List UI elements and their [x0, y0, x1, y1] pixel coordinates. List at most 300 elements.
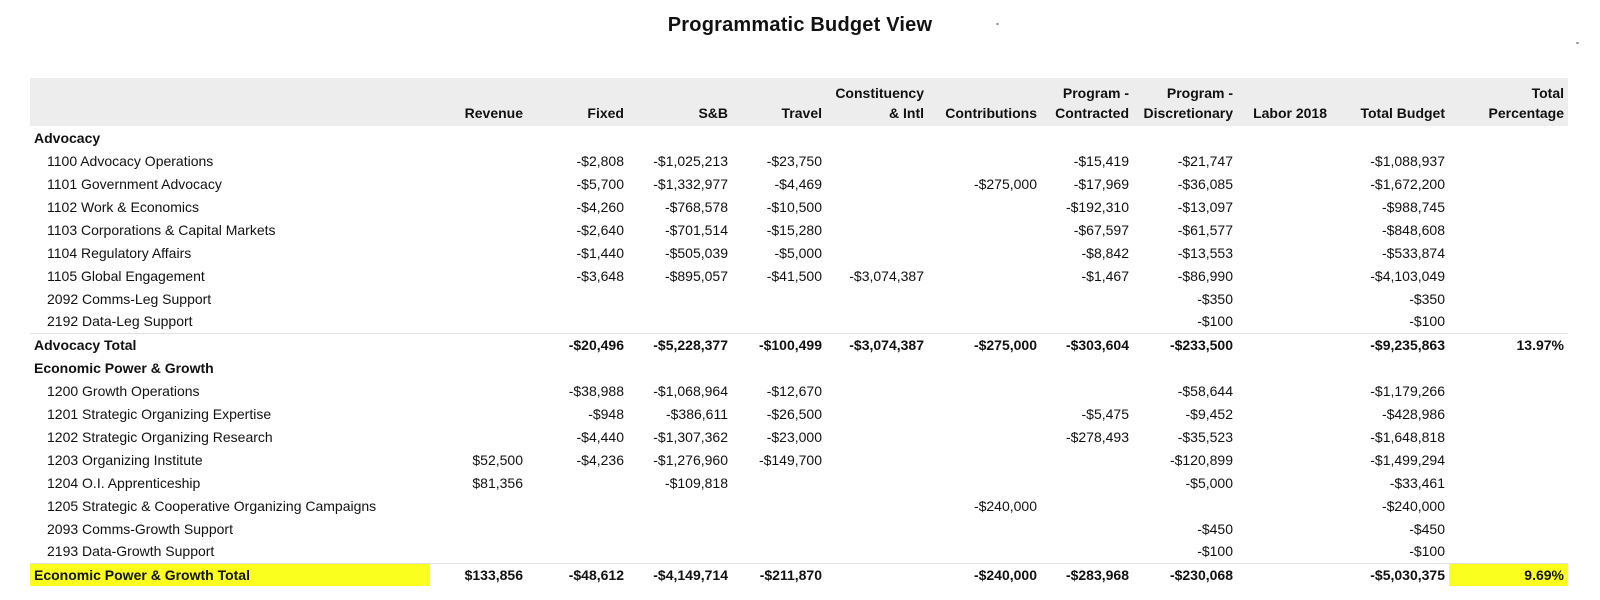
cell-constituency-and-intl	[826, 218, 928, 241]
cell-travel	[732, 494, 826, 517]
cell-total-percentage	[1449, 517, 1568, 540]
table-row	[30, 241, 1568, 264]
cell-travel	[732, 471, 826, 494]
cell-constituency-and-intl	[826, 517, 928, 540]
cell-fixed: -$2,808	[576, 152, 624, 169]
cell-total-percentage: 9.69%	[1449, 563, 1568, 586]
cell-total-budget: -$1,672,200	[1370, 175, 1445, 192]
cell-total-percentage	[1449, 471, 1568, 494]
cell-program-contracted	[1041, 471, 1133, 494]
cell-sandb	[628, 517, 732, 540]
cell-contributions	[928, 356, 1041, 379]
cell-program-discretionary	[1133, 126, 1237, 149]
cell-revenue	[430, 356, 527, 379]
row-label: 1105 Global Engagement	[47, 267, 205, 284]
cell-total-percentage	[1449, 126, 1568, 149]
cell-labor-2018	[1237, 448, 1331, 471]
cell-program-contracted: -$15,419	[1073, 152, 1129, 169]
row-label: Advocacy	[34, 129, 101, 146]
cell-sandb	[628, 540, 732, 563]
column-header-line2: Discretionary	[1143, 105, 1233, 121]
cell-program-contracted	[1041, 287, 1133, 310]
column-header-line2: Total Budget	[1360, 105, 1445, 121]
row-label: 1103 Corporations & Capital Markets	[47, 221, 276, 238]
cell-total-budget	[1331, 356, 1449, 379]
cell-travel: -$149,700	[758, 451, 822, 468]
cell-program-contracted: -$67,597	[1073, 221, 1129, 238]
cell-labor-2018	[1237, 494, 1331, 517]
cell-travel: -$26,500	[766, 405, 822, 422]
column-header-line1: Constituency	[835, 85, 924, 101]
cell-labor-2018	[1237, 333, 1331, 356]
cell-contributions	[928, 241, 1041, 264]
cell-travel: -$211,870	[732, 563, 826, 586]
cell-program-discretionary: -$233,500	[1133, 333, 1237, 356]
cell-total-percentage	[1449, 494, 1568, 517]
row-label: 1104 Regulatory Affairs	[47, 244, 192, 261]
cell-fixed: -$20,496	[527, 333, 628, 356]
cell-total-percentage	[1449, 287, 1568, 310]
cell-program-discretionary: -$86,990	[1177, 267, 1233, 284]
cell-constituency-and-intl	[826, 356, 928, 379]
cell-program-discretionary	[1133, 356, 1237, 379]
cell-contributions	[928, 540, 1041, 563]
cell-fixed	[527, 310, 628, 333]
column-header-line1	[736, 83, 822, 103]
cell-sandb: -$1,332,977	[653, 175, 728, 192]
cell-total-budget: -$100	[1409, 313, 1445, 330]
column-header-line1	[531, 83, 624, 103]
cell-constituency-and-intl	[826, 172, 928, 195]
cell-sandb: -$5,228,377	[628, 333, 732, 356]
cell-travel	[732, 310, 826, 333]
cell-labor-2018	[1237, 563, 1331, 586]
column-header-line2: Labor 2018	[1253, 105, 1327, 121]
column-header-total-percentage	[1449, 78, 1568, 126]
cell-constituency-and-intl	[826, 448, 928, 471]
cell-total-percentage	[1449, 448, 1568, 471]
cell-total-budget: -$9,235,863	[1331, 333, 1449, 356]
cell-program-contracted	[1041, 126, 1133, 149]
cell-labor-2018	[1237, 241, 1331, 264]
cell-fixed: -$5,700	[576, 175, 624, 192]
table-row	[30, 540, 1568, 563]
table-row	[30, 517, 1568, 540]
cell-labor-2018	[1237, 540, 1331, 563]
section-header-row	[30, 126, 1568, 149]
cell-program-contracted	[1041, 517, 1133, 540]
cell-constituency-and-intl	[826, 126, 928, 149]
cell-sandb: -$895,057	[664, 267, 728, 284]
cell-labor-2018	[1237, 402, 1331, 425]
cell-travel	[732, 356, 826, 379]
budget-body	[30, 126, 1568, 586]
table-row	[30, 494, 1568, 517]
cell-constituency-and-intl	[826, 425, 928, 448]
row-label: 2092 Comms-Leg Support	[47, 290, 212, 307]
cell-revenue	[430, 540, 527, 563]
cell-program-discretionary: -$120,899	[1169, 451, 1233, 468]
column-header-line2: & Intl	[889, 105, 924, 121]
cell-program-discretionary: -$230,068	[1133, 563, 1237, 586]
cell-constituency-and-intl	[826, 149, 928, 172]
cell-program-contracted	[1041, 356, 1133, 379]
cell-fixed: -$1,440	[576, 244, 624, 261]
total-row	[30, 333, 1568, 356]
section-header-row	[30, 356, 1568, 379]
cell-sandb	[628, 494, 732, 517]
table-row	[30, 218, 1568, 241]
cell-total-budget: -$1,088,937	[1370, 152, 1445, 169]
column-header-contributions	[928, 78, 1041, 126]
cell-total-budget: -$428,986	[1381, 405, 1445, 422]
cell-revenue	[430, 310, 527, 333]
cell-total-budget	[1331, 126, 1449, 149]
cell-contributions	[928, 310, 1041, 333]
cell-revenue	[430, 517, 527, 540]
cell-contributions: -$240,000	[928, 563, 1041, 586]
cell-labor-2018	[1237, 471, 1331, 494]
table-row	[30, 310, 1568, 333]
cell-contributions: -$275,000	[928, 333, 1041, 356]
cell-travel: -$23,750	[766, 152, 822, 169]
column-header-line1: Program -	[1166, 85, 1233, 101]
column-header-line1	[932, 83, 1037, 103]
cell-sandb	[628, 310, 732, 333]
column-header-revenue	[430, 78, 527, 126]
column-header-line1	[1241, 83, 1327, 103]
cell-constituency-and-intl	[826, 310, 928, 333]
cell-program-discretionary: -$13,097	[1177, 198, 1233, 215]
cell-fixed	[527, 471, 628, 494]
cell-sandb	[628, 287, 732, 310]
cell-revenue	[430, 402, 527, 425]
cell-fixed: -$2,640	[576, 221, 624, 238]
cell-program-contracted	[1041, 379, 1133, 402]
cell-contributions	[928, 218, 1041, 241]
table-row	[30, 172, 1568, 195]
row-label: 1203 Organizing Institute	[47, 451, 203, 468]
cell-constituency-and-intl	[826, 471, 928, 494]
cell-program-discretionary: -$58,644	[1177, 382, 1233, 399]
cell-travel	[732, 540, 826, 563]
cell-fixed	[527, 517, 628, 540]
cell-program-discretionary	[1133, 494, 1237, 517]
cell-total-budget: -$4,103,049	[1370, 267, 1445, 284]
cell-program-discretionary: -$100	[1197, 543, 1233, 560]
column-header-fixed	[527, 78, 628, 126]
column-header-line1: Program -	[1062, 85, 1129, 101]
cell-revenue	[430, 172, 527, 195]
cell-fixed: -$4,236	[576, 451, 624, 468]
cell-labor-2018	[1237, 310, 1331, 333]
cell-fixed: -$3,648	[576, 267, 624, 284]
budget-table	[30, 78, 1568, 586]
table-row	[30, 287, 1568, 310]
cell-labor-2018	[1237, 517, 1331, 540]
cell-travel: -$23,000	[766, 428, 822, 445]
row-label: 1204 O.I. Apprenticeship	[47, 474, 201, 491]
cell-revenue: $133,856	[430, 563, 527, 586]
column-header-program-discretionary	[1133, 78, 1237, 126]
cell-revenue	[430, 425, 527, 448]
column-header-line2: Fixed	[587, 105, 624, 121]
column-header-travel	[732, 78, 826, 126]
cell-fixed: -$38,988	[568, 382, 624, 399]
row-label: 2093 Comms-Growth Support	[47, 520, 233, 537]
row-label: 2192 Data-Leg Support	[47, 313, 193, 330]
cell-contributions	[928, 149, 1041, 172]
cell-total-percentage	[1449, 425, 1568, 448]
cell-travel: -$41,500	[766, 267, 822, 284]
cell-constituency-and-intl	[826, 195, 928, 218]
cell-travel: -$12,670	[766, 382, 822, 399]
cell-fixed	[527, 287, 628, 310]
cell-program-discretionary: -$350	[1197, 290, 1233, 307]
column-header-line2: Travel	[781, 105, 822, 121]
cell-program-contracted: -$8,842	[1081, 244, 1129, 261]
table-row	[30, 425, 1568, 448]
cell-sandb	[628, 126, 732, 149]
cell-revenue	[430, 218, 527, 241]
cell-revenue	[430, 126, 527, 149]
header-blank	[30, 78, 430, 126]
cell-program-discretionary: -$35,523	[1177, 428, 1233, 445]
row-label: Economic Power & Growth	[34, 359, 214, 376]
cell-fixed: -$48,612	[527, 563, 628, 586]
column-header-labor-2018	[1237, 78, 1331, 126]
cell-total-percentage	[1449, 540, 1568, 563]
cell-travel	[732, 517, 826, 540]
cell-labor-2018	[1237, 149, 1331, 172]
cell-total-budget: -$100	[1409, 543, 1445, 560]
cell-total-budget: -$33,461	[1389, 474, 1445, 491]
cell-revenue: $81,356	[472, 474, 523, 491]
cell-contributions: -$275,000	[973, 175, 1037, 192]
cell-constituency-and-intl	[826, 379, 928, 402]
cell-program-discretionary: -$9,452	[1185, 405, 1233, 422]
cell-constituency-and-intl	[826, 563, 928, 586]
cell-labor-2018	[1237, 379, 1331, 402]
column-header-sandb	[628, 78, 732, 126]
cell-labor-2018	[1237, 287, 1331, 310]
cell-contributions	[928, 471, 1041, 494]
cell-travel: -$10,500	[766, 198, 822, 215]
column-header-line2: Contracted	[1055, 105, 1129, 121]
cell-revenue	[430, 264, 527, 287]
cell-travel: -$4,469	[774, 175, 822, 192]
cell-total-budget: -$240,000	[1381, 497, 1445, 514]
cell-contributions	[928, 517, 1041, 540]
cell-revenue	[430, 379, 527, 402]
column-header-line1	[1335, 83, 1445, 103]
row-label: 1101 Government Advocacy	[47, 175, 222, 192]
cell-program-contracted	[1041, 448, 1133, 471]
cell-total-percentage	[1449, 356, 1568, 379]
cell-program-discretionary: -$36,085	[1177, 175, 1233, 192]
column-header-line2: Revenue	[464, 105, 523, 121]
cell-total-budget: -$450	[1409, 520, 1445, 537]
cell-program-contracted: -$278,493	[1065, 428, 1129, 445]
cell-total-budget: -$350	[1409, 290, 1445, 307]
cell-program-contracted: -$192,310	[1065, 198, 1129, 215]
cell-revenue	[430, 241, 527, 264]
cell-total-budget: -$1,179,266	[1370, 382, 1445, 399]
cell-total-budget: -$533,874	[1381, 244, 1445, 261]
cell-contributions	[928, 195, 1041, 218]
table-row	[30, 195, 1568, 218]
cell-sandb: -$4,149,714	[628, 563, 732, 586]
cell-fixed	[527, 494, 628, 517]
cell-total-percentage	[1449, 149, 1568, 172]
cell-revenue	[430, 149, 527, 172]
cell-program-discretionary: -$61,577	[1177, 221, 1233, 238]
row-label: 2193 Data-Growth Support	[47, 543, 215, 560]
cell-revenue	[430, 494, 527, 517]
cell-contributions	[928, 379, 1041, 402]
cell-fixed	[527, 540, 628, 563]
cell-total-percentage	[1449, 172, 1568, 195]
cell-constituency-and-intl	[826, 241, 928, 264]
cell-program-contracted	[1041, 494, 1133, 517]
cell-fixed: -$4,440	[576, 428, 624, 445]
scan-speck	[1576, 42, 1579, 44]
total-row	[30, 563, 1568, 586]
cell-total-percentage	[1449, 195, 1568, 218]
header-row	[30, 78, 1568, 126]
cell-revenue	[430, 287, 527, 310]
cell-labor-2018	[1237, 264, 1331, 287]
cell-sandb	[628, 356, 732, 379]
table-row	[30, 379, 1568, 402]
column-header-line1: Total	[1531, 85, 1564, 101]
column-header-line2: S&B	[698, 105, 728, 121]
row-label: 1100 Advocacy Operations	[47, 152, 214, 169]
cell-contributions	[928, 264, 1041, 287]
column-header-total-budget	[1331, 78, 1449, 126]
row-label: Economic Power & Growth Total	[30, 563, 430, 586]
cell-total-budget: -$5,030,375	[1331, 563, 1449, 586]
cell-constituency-and-intl: -$3,074,387	[849, 267, 924, 284]
cell-total-percentage	[1449, 310, 1568, 333]
cell-sandb: -$1,068,964	[653, 382, 728, 399]
cell-total-budget: -$848,608	[1381, 221, 1445, 238]
column-header-line1	[632, 83, 728, 103]
cell-contributions	[928, 402, 1041, 425]
cell-labor-2018	[1237, 195, 1331, 218]
cell-program-contracted: -$5,475	[1081, 405, 1129, 422]
cell-revenue	[430, 333, 527, 356]
cell-constituency-and-intl	[826, 402, 928, 425]
cell-total-percentage	[1449, 379, 1568, 402]
column-header-line1	[434, 83, 523, 103]
row-label: Advocacy Total	[30, 333, 430, 356]
cell-travel: -$15,280	[766, 221, 822, 238]
scan-speck	[996, 23, 999, 25]
cell-total-percentage	[1449, 402, 1568, 425]
cell-program-discretionary: -$5,000	[1185, 474, 1233, 491]
row-label: 1102 Work & Economics	[47, 198, 199, 215]
cell-travel	[732, 287, 826, 310]
cell-program-contracted: -$17,969	[1073, 175, 1129, 192]
cell-labor-2018	[1237, 425, 1331, 448]
table-row	[30, 471, 1568, 494]
cell-program-contracted	[1041, 310, 1133, 333]
column-header-program-contracted	[1041, 78, 1133, 126]
cell-total-budget: -$1,648,818	[1370, 428, 1445, 445]
cell-total-percentage	[1449, 241, 1568, 264]
cell-travel: -$100,499	[732, 333, 826, 356]
cell-program-contracted	[1041, 540, 1133, 563]
cell-constituency-and-intl: -$3,074,387	[826, 333, 928, 356]
cell-fixed	[527, 126, 628, 149]
cell-sandb: -$505,039	[664, 244, 728, 261]
column-header-constituency-and-intl	[826, 78, 928, 126]
cell-program-discretionary: -$21,747	[1177, 152, 1233, 169]
cell-travel: -$5,000	[774, 244, 822, 261]
page-title: Programmatic Budget View	[667, 14, 933, 36]
cell-contributions	[928, 448, 1041, 471]
cell-sandb: -$386,611	[665, 405, 728, 422]
table-row	[30, 149, 1568, 172]
cell-labor-2018	[1237, 172, 1331, 195]
cell-sandb: -$701,514	[664, 221, 728, 238]
cell-labor-2018	[1237, 218, 1331, 241]
cell-contributions	[928, 287, 1041, 310]
row-label: 1200 Growth Operations	[47, 382, 200, 399]
cell-program-contracted: -$1,467	[1081, 267, 1129, 284]
cell-labor-2018	[1237, 356, 1331, 379]
cell-total-budget: -$1,499,294	[1370, 451, 1445, 468]
cell-constituency-and-intl	[826, 494, 928, 517]
cell-labor-2018	[1237, 126, 1331, 149]
row-label: 1205 Strategic & Cooperative Organizing Campaigns	[47, 497, 377, 514]
cell-fixed: -$4,260	[576, 198, 624, 215]
column-header-line2: Percentage	[1488, 105, 1564, 121]
cell-constituency-and-intl	[826, 540, 928, 563]
cell-sandb: -$1,307,362	[653, 428, 728, 445]
table-row	[30, 448, 1568, 471]
cell-contributions	[928, 126, 1041, 149]
row-label: 1201 Strategic Organizing Expertise	[47, 405, 272, 422]
cell-contributions	[928, 425, 1041, 448]
cell-fixed: -$948	[588, 405, 624, 422]
table-row	[30, 402, 1568, 425]
cell-sandb: -$109,818	[664, 474, 728, 491]
cell-sandb: -$768,578	[664, 198, 728, 215]
cell-total-percentage	[1449, 218, 1568, 241]
cell-fixed	[527, 356, 628, 379]
cell-total-budget: -$988,745	[1381, 198, 1445, 215]
cell-program-discretionary: -$100	[1197, 313, 1233, 330]
cell-sandb: -$1,276,960	[653, 451, 728, 468]
cell-travel	[732, 126, 826, 149]
table-row	[30, 264, 1568, 287]
cell-total-percentage: 13.97%	[1449, 333, 1568, 356]
cell-total-percentage	[1449, 264, 1568, 287]
column-header-line2: Contributions	[945, 105, 1037, 121]
cell-contributions: -$240,000	[973, 497, 1037, 514]
cell-program-contracted: -$303,604	[1041, 333, 1133, 356]
cell-program-discretionary: -$450	[1197, 520, 1233, 537]
cell-sandb: -$1,025,213	[653, 152, 728, 169]
cell-revenue: $52,500	[472, 451, 523, 468]
cell-program-contracted: -$283,968	[1041, 563, 1133, 586]
cell-revenue	[430, 195, 527, 218]
cell-program-discretionary: -$13,553	[1177, 244, 1233, 261]
cell-constituency-and-intl	[826, 287, 928, 310]
row-label: 1202 Strategic Organizing Research	[47, 428, 273, 445]
